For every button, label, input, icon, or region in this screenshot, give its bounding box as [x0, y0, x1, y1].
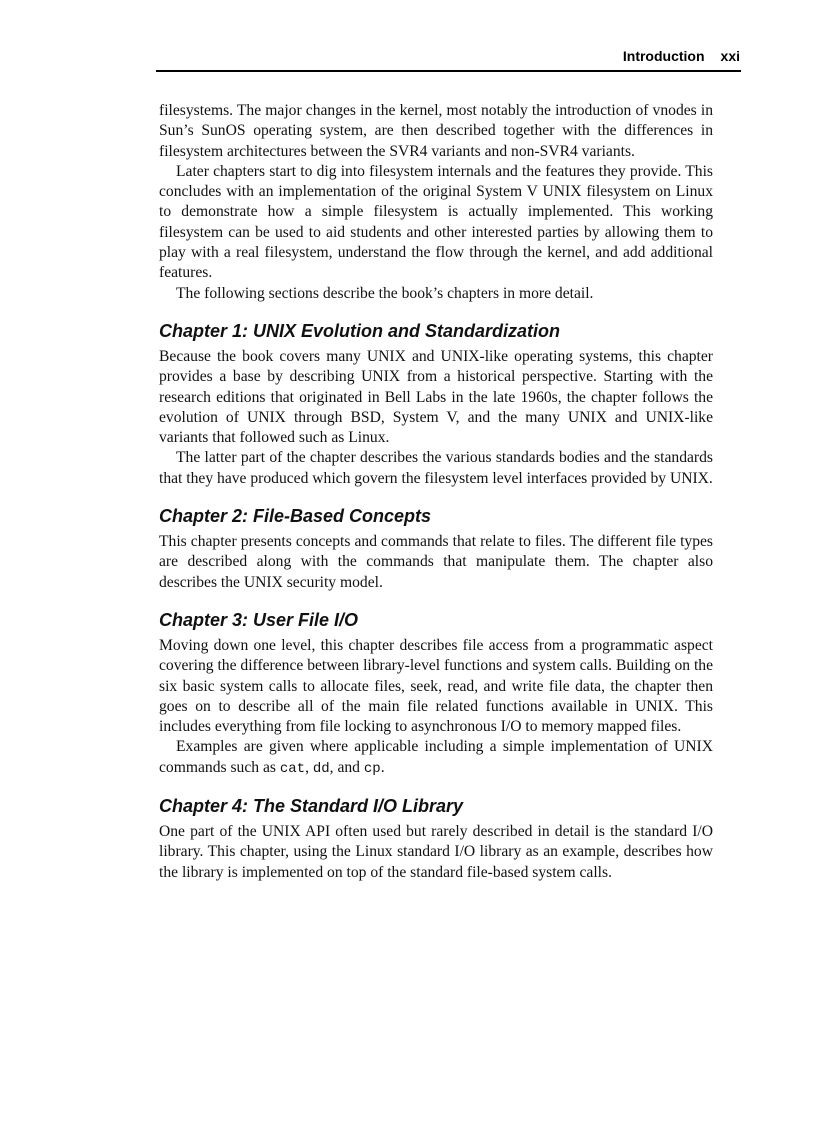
chapter-3-heading: Chapter 3: User File I/O [159, 609, 359, 630]
chapter-1-heading: Chapter 1: UNIX Evolution and Standardization [159, 320, 561, 341]
sentence-end: . [380, 758, 385, 776]
chapter-4-paragraph: One part of the UNIX API often used but rarely described in detail is the standard I/O library. This chapter, using the Linux standard I/O library as an example, describes how the library is implemented on top of the standard file-based system calls. [159, 823, 713, 881]
command-cp: cp [363, 760, 381, 777]
separator: , and [329, 758, 364, 776]
intro-paragraph: The following sections describe the book’s chapters in more detail. [176, 284, 594, 302]
intro-paragraph: Later chapters start to dig into filesystem internals and the features they provide. This concludes with an implementation of the original System V UNIX filesystem on Linux to demonstrate how a simple filesystem is actually implemented. This working filesystem can be used to aid students and other interested parties by allowing them to play with a real filesystem, understand the flow through the kernel, and add additional features. [159, 162, 713, 282]
header-rule [156, 70, 741, 72]
chapter-3-paragraph: Moving down one level, this chapter describes file access from a programmatic aspect covering the difference between library-level functions and system calls. Building on the six basic system calls to allocate files, seek, read, and write file data, the chapter then goes on to describe all of the main file related functions available in UNIX. This includes everything from file locking to asynchronous I/O to memory mapped files. [159, 636, 713, 736]
chapter-4-heading: Chapter 4: The Standard I/O Library [159, 796, 464, 817]
chapter-1-paragraph: Because the book covers many UNIX and UNIX-like operating systems, this chapter provides a base by describing UNIX from a historical perspective. Starting with the research editions that originated in Bell Labs in the late 1960s, the chapter follows the evolution of UNIX through BSD, System V, and the many UNIX and UNIX-like variants that followed such as Linux. [159, 347, 713, 447]
page-number: xxi [720, 48, 740, 64]
running-head-title: Introduction [622, 48, 705, 64]
chapter-3-paragraph [159, 737, 713, 779]
command-cat: cat [279, 760, 306, 777]
command-dd: dd [312, 760, 330, 777]
chapter-2-paragraph: This chapter presents concepts and commands that relate to files. The different file types are described along with the commands that manipulate them. The chapter also describes the UNIX security model. [159, 533, 713, 591]
chapter-1-paragraph: The latter part of the chapter describes the various standards bodies and the standards that they have produced which govern the filesystem level interfaces provided by UNIX. [159, 449, 713, 487]
running-head [158, 46, 740, 66]
page-body [159, 101, 713, 883]
separator: , [305, 758, 313, 776]
chapter-2-heading: Chapter 2: File-Based Concepts [159, 506, 432, 527]
intro-paragraph: filesystems. The major changes in the kernel, most notably the introduction of vnodes in Sun’s SunOS operating system, are then described together with the differences in filesystem architectures between the SVR4 variants and non-SVR4 variants. [159, 102, 713, 160]
chapter-3-text: Examples are given where applicable including a simple implementation of UNIX commands such as [159, 738, 713, 776]
